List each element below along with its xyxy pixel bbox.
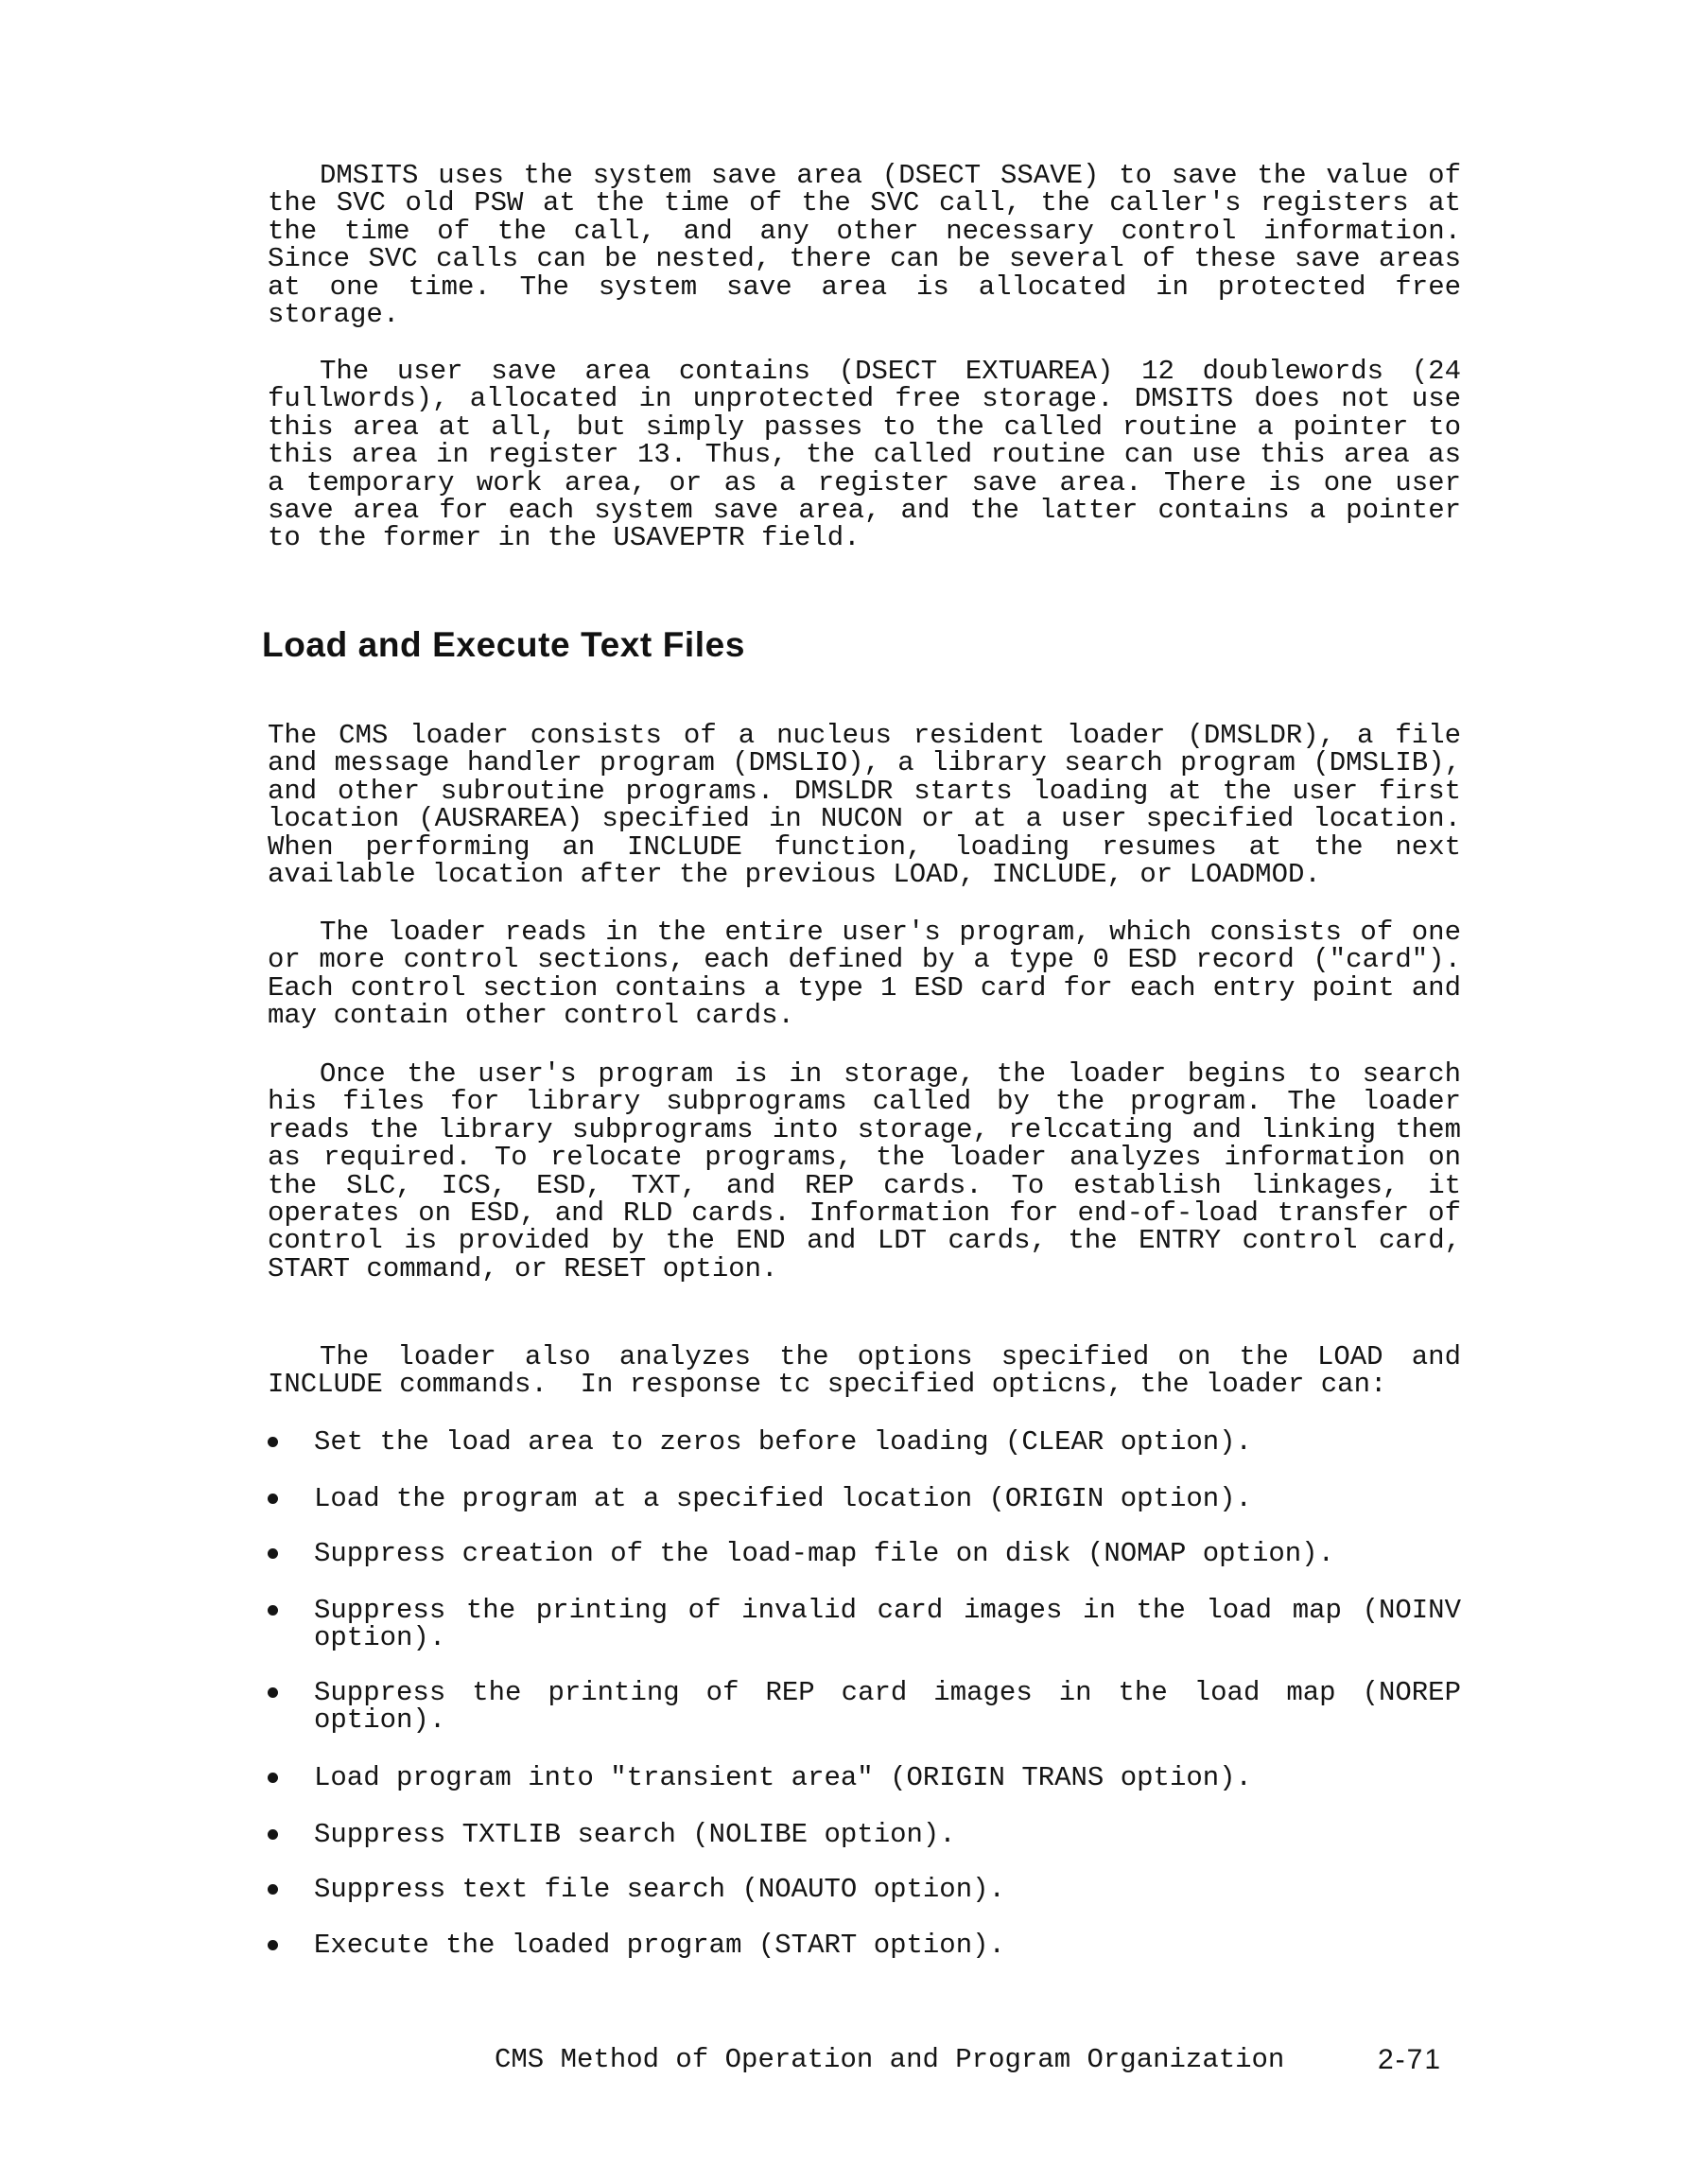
text-line: control is provided by the END and LDT cards, the ENTRY control card,	[268, 1225, 1461, 1257]
text-line: or more control sections, each defined by a type 0 ESD record ("card").	[268, 944, 1461, 976]
paragraph-user-save-area	[268, 358, 1461, 552]
text-line: fullwords), allocated in unprotected free storage. DMSITS does not use	[268, 383, 1461, 415]
text-line: this area at all, but simply passes to the called routine a pointer to	[268, 411, 1461, 443]
text-line: Since SVC calls can be nested, there can be several of these save areas	[268, 243, 1461, 275]
text-line: his files for library subprograms called by the program. The loader	[268, 1086, 1461, 1118]
text-line: INCLUDE commands. In response tc specified opticns, the loader can:	[268, 1369, 1387, 1401]
bullet-text: option).	[314, 1622, 446, 1654]
bullet-text: Suppress TXTLIB search (NOLIBE option).	[314, 1819, 956, 1850]
bullet-icon	[268, 1494, 278, 1504]
text-line: The loader reads in the entire user's program, which consists of one	[320, 917, 1461, 948]
paragraph-loader-reads	[268, 918, 1461, 1030]
bullet-text: Load the program at a specified location (ORIGIN option).	[314, 1483, 1252, 1514]
bullet-item-noinv	[268, 1597, 1461, 1652]
text-line: storage.	[268, 298, 400, 330]
text-line: available location after the previous LOAD, INCLUDE, or LOADMOD.	[268, 858, 1321, 890]
text-line: location (AUSRAREA) specified in NUCON or at a user specified location.	[268, 803, 1461, 835]
bullet-text: Suppress text file search (NOAUTO option).	[314, 1874, 1005, 1905]
text-line: to the former in the USAVEPTR field.	[268, 522, 861, 554]
text-line: the time of the call, and any other necessary control information.	[268, 215, 1461, 247]
text-line: When performing an INCLUDE function, loading resumes at the next	[268, 830, 1461, 863]
bullet-icon	[268, 1605, 278, 1616]
bullet-icon	[268, 1829, 278, 1840]
bullet-item-origin	[268, 1485, 1461, 1512]
text-line: The loader also analyzes the options specified on the LOAD and	[320, 1341, 1461, 1372]
bullet-item-norep	[268, 1679, 1461, 1735]
page-number: 2-71	[1378, 2044, 1443, 2075]
paragraph-library-search	[268, 1060, 1461, 1283]
bullet-text: Suppress the printing of invalid card images in the load map (NOINV	[314, 1595, 1461, 1626]
bullet-text: Suppress creation of the load-map file on disk (NOMAP option).	[314, 1538, 1334, 1569]
bullet-text: option).	[314, 1704, 446, 1737]
section-heading: Load and Execute Text Files	[262, 625, 746, 664]
bullet-item-start	[268, 1931, 1461, 1959]
bullet-item-origin-trans	[268, 1764, 1461, 1791]
text-line: DMSITS uses the system save area (DSECT SSAVE) to save the value of	[320, 160, 1461, 191]
text-line: and message handler program (DMSLIO), a library search program (DMSLIB),	[268, 747, 1461, 779]
text-line: Once the user's program is in storage, the loader begins to search	[320, 1058, 1461, 1090]
bullet-icon	[268, 1884, 278, 1895]
text-line: operates on ESD, and RLD cards. Information for end-of-load transfer of	[268, 1197, 1461, 1229]
bullet-icon	[268, 1687, 278, 1698]
bullet-item-clear	[268, 1428, 1461, 1456]
text-line: save area for each system save area, and the latter contains a pointer	[268, 494, 1461, 526]
paragraph-loader-options	[268, 1343, 1461, 1399]
bullet-item-nolibe	[268, 1821, 1461, 1848]
text-line: as required. To relocate programs, the loader analyzes information on	[268, 1142, 1461, 1174]
bullet-item-noauto	[268, 1876, 1461, 1903]
bullet-text: Set the load area to zeros before loading (CLEAR option).	[314, 1426, 1252, 1458]
text-line: a temporary work area, or as a register save area. There is one user	[268, 466, 1461, 498]
paragraph-system-save-area	[268, 162, 1461, 328]
text-line: and other subroutine programs. DMSLDR starts loading at the user first	[268, 775, 1461, 807]
text-line: this area in register 13. Thus, the called routine can use this area as	[268, 439, 1461, 471]
bullet-icon	[268, 1437, 278, 1447]
bullet-item-nomap	[268, 1540, 1461, 1567]
paragraph-cms-loader	[268, 722, 1461, 888]
text-line: the SLC, ICS, ESD, TXT, and REP cards. To establish linkages, it	[268, 1169, 1461, 1201]
text-line: the SVC old PSW at the time of the SVC call, the caller's registers at	[268, 187, 1461, 219]
bullet-icon	[268, 1773, 278, 1783]
bullet-icon	[268, 1940, 278, 1950]
bullet-text: Suppress the printing of REP card images in the load map (NOREP	[314, 1677, 1461, 1708]
text-line: Each control section contains a type 1 ESD card for each entry point and	[268, 971, 1461, 1004]
text-line: The user save area contains (DSECT EXTUAREA) 12 doublewords (24	[320, 356, 1461, 387]
text-line: may contain other control cards.	[268, 1000, 794, 1032]
footer-title: CMS Method of Operation and Program Organization	[495, 2044, 1285, 2075]
text-line: The CMS loader consists of a nucleus resident loader (DMSLDR), a file	[268, 720, 1461, 751]
text-line: reads the library subprograms into storage, relccating and linking them	[268, 1113, 1461, 1145]
text-line: at one time. The system save area is allocated in protected free	[268, 271, 1461, 303]
bullet-text: Execute the loaded program (START option).	[314, 1930, 1005, 1961]
bullet-icon	[268, 1548, 278, 1559]
text-line: START command, or RESET option.	[268, 1252, 778, 1284]
bullet-text: Load program into "transient area" (ORIGIN TRANS option).	[314, 1762, 1252, 1793]
